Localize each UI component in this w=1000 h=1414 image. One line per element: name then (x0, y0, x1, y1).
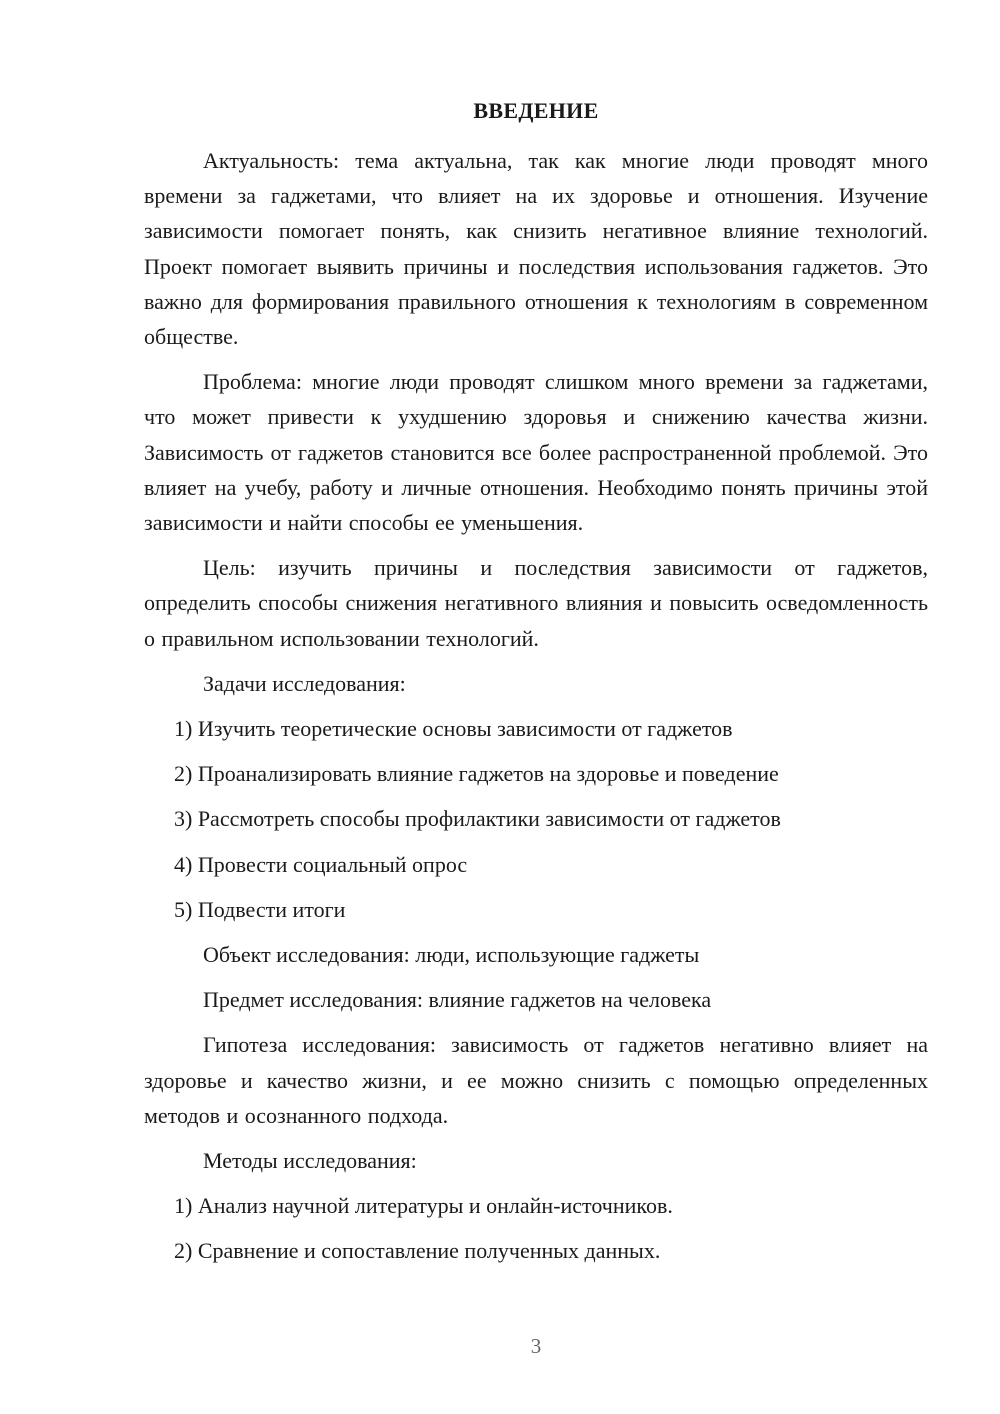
list-item: 2) Проанализировать влияние гаджетов на здоровье и поведение (174, 761, 779, 787)
relevance-paragraph: Актуальность: тема актуальна, так как многие люди проводят много времени за гаджетами, что влияет на их здоровье и отношения. Изучение зависимости помогает понять, как снизить негативное влияние технологий. Проект помогает выявить причины и последствия использования гаджетов. Это важно для формирования правильного отношения к технологиям в современном обществе. (144, 148, 928, 350)
document-body (144, 143, 928, 1279)
goal-paragraph: Цель: изучить причины и последствия зависимости от гаджетов, определить способы снижения негативного влияния и повысить осведомленность о правильном использовании технологий. (144, 555, 928, 651)
list-item: 4) Провести социальный опрос (174, 851, 468, 877)
problem-paragraph: Проблема: многие люди проводят слишком много времени за гаджетами, что может привести к ухудшению здоровья и снижению качества жизни. Зависимость от гаджетов становится все более распространенной проблемой. Это влияет на учебу, работу и личные отношения. Необходимо понять причины этой зависимости и найти способы ее уменьшения. (144, 369, 928, 536)
hypothesis-paragraph: Гипотеза исследования: зависимость от гаджетов негативно влияет на здоровье и качество жизни, и ее можно снизить с помощью определенных методов и осознанного подхода. (144, 1032, 928, 1128)
methods-heading: Методы исследования: (203, 1148, 417, 1174)
list-item: 3) Рассмотреть способы профилактики зависимости от гаджетов (174, 806, 781, 832)
list-item: 2) Сравнение и сопоставление полученных данных. (174, 1238, 661, 1264)
research-subject: Предмет исследования: влияние гаджетов на человека (203, 987, 712, 1013)
section-title: ВВЕДЕНИЕ (473, 98, 599, 123)
list-item: 5) Подвести итоги (174, 896, 346, 922)
list-item: 1) Анализ научной литературы и онлайн-источников. (174, 1193, 673, 1219)
tasks-heading: Задачи исследования: (203, 670, 406, 696)
research-object: Объект исследования: люди, использующие гаджеты (203, 942, 700, 968)
list-item: 1) Изучить теоретические основы зависимости от гаджетов (174, 716, 733, 742)
methods-list (144, 1188, 928, 1268)
page-number: 3 (530, 1334, 542, 1358)
tasks-list (144, 711, 928, 927)
